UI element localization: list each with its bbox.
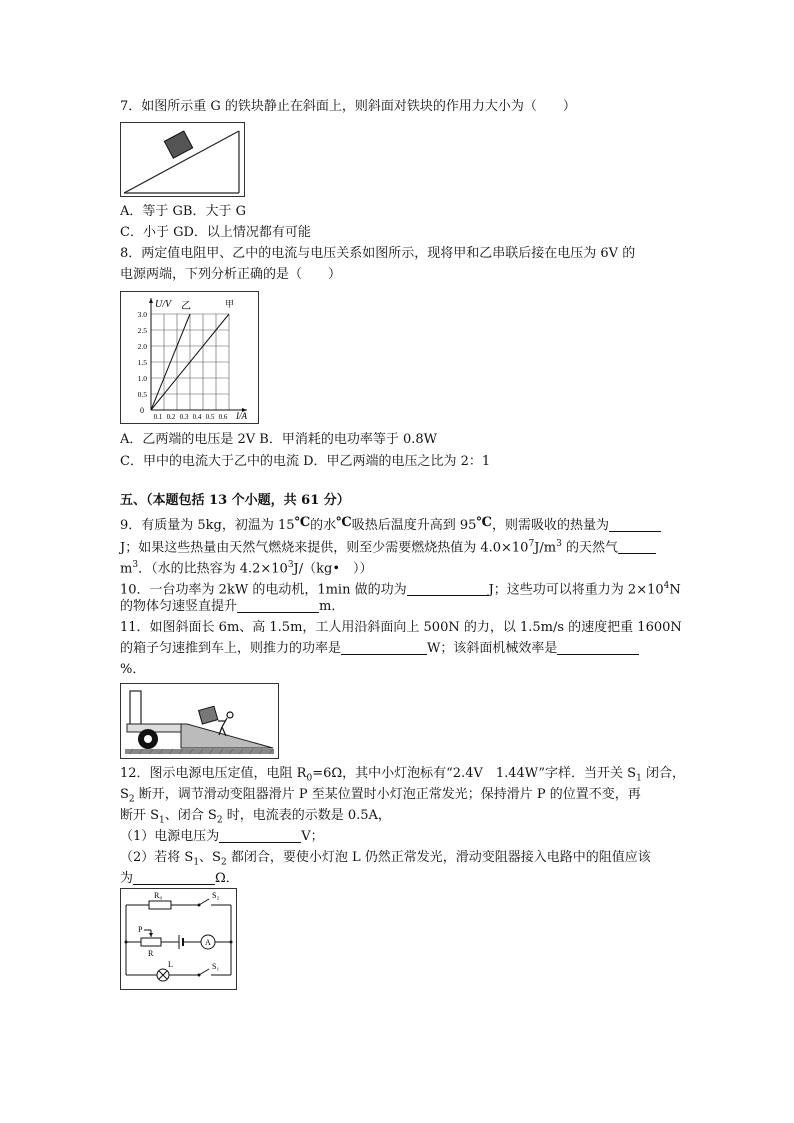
q9-line1-part-b: 的水 xyxy=(310,518,337,533)
q9-line3-part-b: ．（水的比热容为 4.2×10 xyxy=(138,561,288,577)
slide-rheostat xyxy=(141,938,161,946)
q12-part3-a: 为 xyxy=(120,871,134,886)
q12-subscript: 1 xyxy=(159,815,165,826)
q9-line2 xyxy=(120,535,656,557)
celsius-symbol: ℃ xyxy=(294,515,311,530)
q8-stem-line2: 电源两端，下列分析正确的是（ ） xyxy=(120,267,342,282)
q12-part3-b: Ω． xyxy=(215,871,239,886)
label-r0: R₀ xyxy=(154,891,163,900)
q11-line2-part-a: 的箱子匀速推到车上，则推力的功率是 xyxy=(120,641,342,656)
q10-answer-blank-work[interactable] xyxy=(407,581,489,596)
q11-ramp-truck-figure xyxy=(120,683,279,759)
switch-s2 xyxy=(199,899,209,905)
q12-subscript: 1 xyxy=(636,773,642,784)
q10-line1-part-c: N xyxy=(669,582,681,598)
q11-line2-part-b: W；该斜面机械效率是 xyxy=(427,641,558,656)
q10-line2-part-b: m． xyxy=(319,599,345,614)
truck-bed xyxy=(127,724,187,732)
q9-line1-part-a: 9．有质量为 5kg，初温为 15 xyxy=(120,518,295,533)
q11-line2 xyxy=(120,640,639,658)
y-tick-1.5: 1.5 xyxy=(137,358,147,367)
q10-line2-part-a: 的物体匀速竖直提升 xyxy=(120,599,238,614)
q8-options-cd: C．甲中的电流大于乙中的电流 D．甲乙两端的电压之比为 2：1 xyxy=(120,454,491,469)
x-tick-0.2: 0.2 xyxy=(166,413,176,421)
q9-line3-part-a: m xyxy=(120,561,133,577)
x-tick-0.6: 0.6 xyxy=(218,413,228,421)
q12-subscript: 1 xyxy=(193,857,200,868)
junction-left xyxy=(125,941,128,944)
q9-line2-part-b: J/m xyxy=(534,540,557,556)
y-tick-2.5: 2.5 xyxy=(137,326,147,335)
q12-line1 xyxy=(120,765,685,788)
q8-ui-graph xyxy=(120,291,259,424)
y-tick-labels xyxy=(138,310,148,399)
q7-stem: 7．如图所示重 G 的铁块静止在斜面上，则斜面对铁块的作用力大小为（ ） xyxy=(120,99,576,114)
q9-line3-part-c: J/（kg• ）） xyxy=(293,561,373,577)
section-5-heading: 五、（本题包括 13 个小题，共 61 分） xyxy=(120,493,350,508)
q12-part1 xyxy=(120,828,324,846)
q12-line3-part-a: 断开 S xyxy=(120,808,160,823)
q9-exponent: 7 xyxy=(528,539,535,549)
q9-line1-part-c: 吸热后温度升高到 95 xyxy=(351,518,477,533)
label-r: R xyxy=(148,949,154,958)
q10-line1-part-a: 10．一台功率为 2kW 的电动机，1min 做的功为 xyxy=(120,582,407,598)
x-tick-labels xyxy=(154,413,228,421)
q10-line1 xyxy=(120,577,681,599)
ramp xyxy=(181,724,273,748)
q12-part1-b: V； xyxy=(301,829,324,844)
q11-answer-blank-efficiency[interactable] xyxy=(557,640,639,655)
q11-line1: 11．如图斜面长 6m、高 1.5m，工人用沿斜面向上 500N 的力，以 1.5m/s 的速度把重 1600N xyxy=(120,620,682,635)
q10-answer-blank-height[interactable] xyxy=(237,598,319,613)
q9-line3 xyxy=(120,556,373,578)
q12-line1-part-a: 12．图示电源电压定值，电阻 R xyxy=(120,766,307,781)
series-label-jia: 甲 xyxy=(225,299,235,309)
label-s2: S₂ xyxy=(212,891,220,900)
y-tick-1.0: 1.0 xyxy=(137,374,147,383)
q12-subscript: 2 xyxy=(216,815,223,826)
q12-line2 xyxy=(120,786,641,809)
q11-answer-blank-power[interactable] xyxy=(341,640,427,655)
label-p: P xyxy=(138,925,143,934)
q9-exponent: 3 xyxy=(132,560,139,570)
junction-right xyxy=(230,941,233,944)
q9-line1 xyxy=(120,514,661,535)
q12-part2-c: 都闭合，要使小灯泡 L 仍然正常发光，滑动变阻器接入电路中的阻值应该 xyxy=(226,850,651,865)
switch-s2-pivot xyxy=(198,904,201,907)
q12-line2-part-a: S xyxy=(120,787,129,802)
q9-line1-part-d: ，则需吸收的热量为 xyxy=(492,518,610,533)
q12-subscript: 2 xyxy=(220,857,227,868)
q12-part3 xyxy=(120,870,239,888)
q9-answer-blank-gas[interactable] xyxy=(618,539,656,554)
slider-arrow-head xyxy=(149,933,153,937)
celsius-symbol: ℃ xyxy=(336,515,352,530)
y-axis-label: U/V xyxy=(155,299,172,310)
q12-part2-a: （2）若将 S xyxy=(120,850,194,865)
box xyxy=(199,706,218,724)
q7-incline-figure xyxy=(120,122,245,197)
q12-line1-part-b: =6Ω，其中小灯泡标有“2.4V 1.44W”字样．当开关 S xyxy=(312,766,637,781)
q12-line3-part-c: 时，电流表的示数是 0.5A， xyxy=(222,808,391,823)
iron-block xyxy=(164,131,192,158)
y-tick-3.0: 3.0 xyxy=(137,310,147,319)
x-axis-label: I/A xyxy=(236,411,247,421)
q10-exponent: 4 xyxy=(663,581,670,591)
switch-s1-pivot xyxy=(198,974,201,977)
q12-answer-blank-voltage[interactable] xyxy=(219,828,301,843)
resistor-r0 xyxy=(149,901,171,909)
x-tick-0.1: 0.1 xyxy=(153,413,163,421)
q12-line2-part-b: 断开，调节滑动变阻器滑片 P 至某位置时小灯泡正常发光；保持滑片 P 的位置不变，再 xyxy=(134,787,641,802)
q7-options-cd: C．小于 GD．以上情况都有可能 xyxy=(120,225,311,240)
y-tick-0.5: 0.5 xyxy=(137,390,147,399)
q12-circuit-diagram xyxy=(120,888,237,990)
q10-line2 xyxy=(120,598,344,616)
q9-answer-blank-heat[interactable] xyxy=(609,517,661,532)
label-ammeter: A xyxy=(205,938,211,947)
worker xyxy=(218,712,233,736)
q9-exponent: 3 xyxy=(287,560,294,570)
q12-answer-blank-resistance[interactable] xyxy=(133,870,215,885)
q12-part2-b: 、S xyxy=(199,850,221,865)
q12-line3-part-b: 、闭合 S xyxy=(164,808,217,823)
y-axis-arrow xyxy=(149,298,153,303)
celsius-symbol: ℃ xyxy=(476,515,492,530)
q11-line3: %． xyxy=(120,662,146,677)
q12-line1-part-c: 闭合， xyxy=(641,766,685,781)
switch-s1 xyxy=(199,969,209,975)
y-tick-2.0: 2.0 xyxy=(137,342,147,351)
q9-line2-part-c: 的天然气 xyxy=(561,540,618,556)
q12-subscript: 2 xyxy=(128,794,135,805)
label-s1: S₁ xyxy=(212,962,220,971)
q9-exponent: 3 xyxy=(556,539,562,549)
series-label-yi: 乙 xyxy=(181,301,191,312)
q9-line2-part-a: J；如果这些热量由天然气燃烧来提供，则至少需要燃烧热值为 4.0×10 xyxy=(120,540,529,556)
q10-line1-part-b: J；这些功可以将重力为 2×10 xyxy=(488,582,664,598)
x-tick-0.5: 0.5 xyxy=(205,413,215,421)
q12-subscript: 0 xyxy=(306,773,313,784)
origin-label: 0 xyxy=(140,406,144,415)
label-lamp: L xyxy=(168,960,173,969)
truck-wheel-hub xyxy=(144,735,152,743)
x-tick-0.3: 0.3 xyxy=(179,413,189,421)
q12-line3 xyxy=(120,807,391,830)
x-tick-0.4: 0.4 xyxy=(192,413,202,421)
q8-options-ab: A．乙两端的电压是 2V B．甲消耗的电功率等于 0.8W xyxy=(120,432,438,447)
q12-part2 xyxy=(120,849,651,872)
q8-stem-line1: 8．两定值电阻甲、乙中的电流与电压关系如图所示，现将甲和乙串联后接在电压为 6V 的 xyxy=(120,246,636,261)
q12-part1-a: （1）电源电压为 xyxy=(120,829,220,844)
q7-options-ab: A．等于 GB．大于 G xyxy=(120,204,246,219)
